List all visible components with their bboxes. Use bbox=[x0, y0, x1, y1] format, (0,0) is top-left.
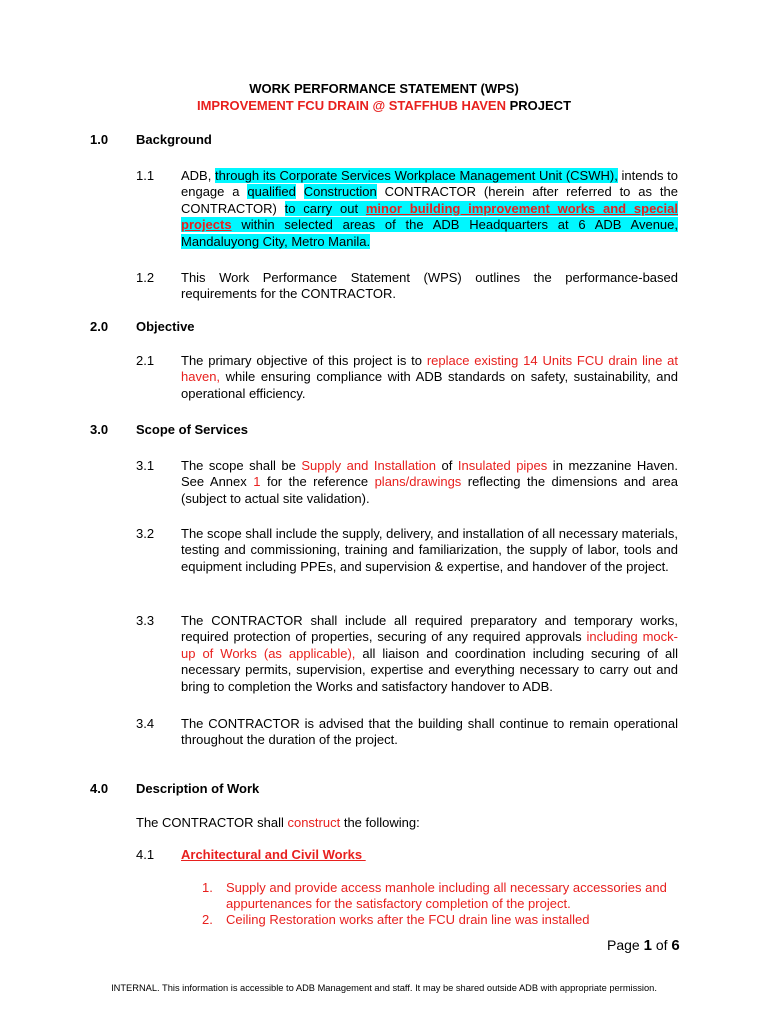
clause-1-2-number: 1.2 bbox=[136, 270, 155, 285]
clause-3-3-text: The CONTRACTOR shall include all required preparatory and temporary works, required protection of properties, securing of any required approvals including mock-up of Works (as applicable), all liaison and coordination including securing of all necessary permits, supervision, expertise and everything necessary to carry out and bring to completion the Works and satisfactory handover to ADB. bbox=[181, 613, 678, 694]
clause-1-2-text: This Work Performance Statement (WPS) outlines the performance-based requirements for the CONTRACTOR. bbox=[181, 270, 678, 302]
clause-3-1-number: 3.1 bbox=[136, 458, 155, 473]
section-1-title: Background bbox=[136, 132, 212, 147]
clause-3-4-text: The CONTRACTOR is advised that the building shall continue to remain operational throughout the duration of the project. bbox=[181, 716, 678, 748]
clause-2-1-number: 2.1 bbox=[136, 353, 155, 368]
clause-3-2-text: The scope shall include the supply, delivery, and installation of all necessary materials, testing and commissioning, training and familiarization, the supply of labor, tools and equipment including PPEs, and supervision & expertise, and handover of the project. bbox=[181, 526, 678, 574]
project-name: IMPROVEMENT FCU DRAIN @ STAFFHUB HAVEN bbox=[196, 98, 506, 113]
clause-2-1-text: The primary objective of this project is to replace existing 14 Units FCU drain line at haven, while ensuring compliance with ADB standards on safety, sustainability, and operational efficiency. bbox=[181, 353, 679, 401]
clause-3-3-number: 3.3 bbox=[136, 613, 155, 628]
classification-footer: INTERNAL. This information is accessible to ADB Management and staff. It may be shared outside ADB with appropriate permission. bbox=[111, 983, 657, 993]
section-3-number: 3.0 bbox=[90, 422, 109, 437]
list-item: 1. Supply and provide access manhole including all necessary accessories and appurtenances for the satisfactory completion of the project. bbox=[202, 880, 667, 911]
section-2-number: 2.0 bbox=[90, 319, 109, 334]
work-items-list bbox=[181, 880, 678, 928]
section-4-intro: The CONTRACTOR shall construct the following: bbox=[136, 815, 420, 830]
clause-3-4-number: 3.4 bbox=[136, 716, 155, 731]
list-item: 2. Ceiling Restoration works after the FCU drain line was installed bbox=[202, 912, 590, 927]
clause-1-1-text: ADB, through its Corporate Services Workplace Management Unit (CSWH), intends to engage a qualified Construction CONTRACTOR (herein after referred to as the CONTRACTOR) to carry out minor building improvement works and special projects within selected areas of the ADB Headquarters at 6 ADB Avenue, Mandaluyong City, Metro Manila. bbox=[181, 168, 678, 249]
section-3-title: Scope of Services bbox=[136, 422, 248, 437]
section-1-number: 1.0 bbox=[90, 132, 109, 147]
document-title: WORK PERFORMANCE STATEMENT (WPS) bbox=[249, 81, 519, 96]
clause-3-1-text: The scope shall be Supply and Installation of Insulated pipes in mezzanine Haven. See Annex 1 for the reference plans/drawings reflecting the dimensions and area (subject to actual site validation). bbox=[181, 458, 679, 506]
clause-4-1-title: Architectural and Civil Works bbox=[181, 847, 366, 862]
section-2-title: Objective bbox=[136, 319, 195, 334]
clause-3-2-number: 3.2 bbox=[136, 526, 155, 541]
section-4-title: Description of Work bbox=[136, 781, 260, 796]
clause-1-1-number: 1.1 bbox=[136, 168, 155, 183]
document-subtitle bbox=[0, 98, 768, 113]
page-number: Page 1 of 6 bbox=[607, 937, 680, 954]
section-4-number: 4.0 bbox=[90, 781, 109, 796]
project-word: PROJECT bbox=[506, 98, 572, 113]
clause-4-1-number: 4.1 bbox=[136, 847, 155, 862]
